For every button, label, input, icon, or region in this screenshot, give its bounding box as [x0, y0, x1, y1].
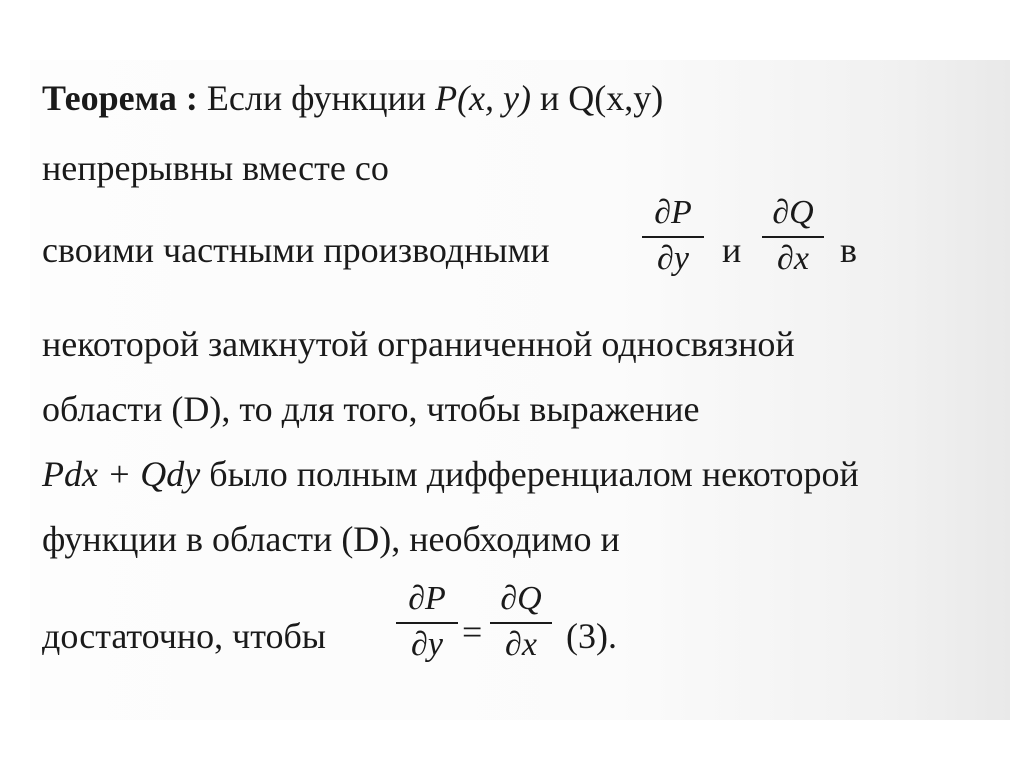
theorem-line-6-text: было полным дифференциалом некоторой	[209, 454, 859, 494]
fraction-dp-dy-2	[396, 582, 458, 662]
fraction-denominator: ∂y	[657, 240, 689, 277]
fraction-numerator: ∂Q	[500, 580, 542, 617]
equation-number: (3).	[566, 616, 617, 656]
fraction-dq-dx-1	[762, 196, 824, 276]
equals-sign: =	[462, 612, 483, 652]
function-p: P(x, y)	[435, 78, 532, 118]
theorem-line-8-text: достаточно, чтобы	[42, 616, 326, 656]
fraction-numerator: ∂P	[654, 194, 692, 231]
fraction-bar	[642, 236, 704, 238]
theorem-line-6	[42, 456, 859, 492]
theorem-line-3-text: своими частными производными	[42, 230, 550, 270]
theorem-line-5: области (D), то для того, чтобы выражение	[42, 389, 700, 429]
differential-expression: Pdx + Qdy	[42, 454, 201, 494]
fraction-dq-dx-2	[490, 582, 552, 662]
function-q: и Q(x,y)	[540, 78, 664, 118]
fraction-bar	[396, 622, 458, 624]
fraction-dp-dy-1	[642, 196, 704, 276]
theorem-label: Теорема :	[42, 78, 198, 118]
theorem-line-3-in: в	[840, 230, 857, 270]
theorem-line-1-text: Если функции	[206, 78, 427, 118]
theorem-line-1	[42, 80, 663, 116]
fraction-numerator: ∂P	[408, 580, 446, 617]
fraction-denominator: ∂y	[411, 626, 443, 663]
theorem-line-2: непрерывны вместе со	[42, 148, 389, 188]
fraction-denominator: ∂x	[505, 626, 537, 663]
fraction-numerator: ∂Q	[772, 194, 814, 231]
fraction-denominator: ∂x	[777, 240, 809, 277]
theorem-line-7: функции в области (D), необходимо и	[42, 519, 620, 559]
theorem-line-4: некоторой замкнутой ограниченной односвязной	[42, 324, 795, 364]
fraction-bar	[490, 622, 552, 624]
theorem-line-3-and: и	[722, 230, 742, 270]
fraction-bar	[762, 236, 824, 238]
